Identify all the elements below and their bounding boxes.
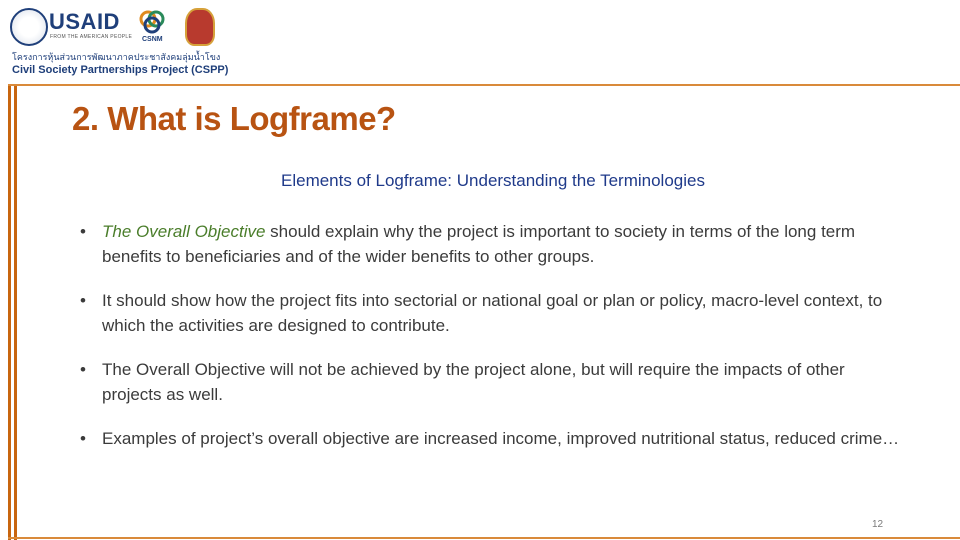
usaid-logo-text: USAID [49,9,120,34]
bullet-text: It should show how the project fits into sectorial or national goal or plan or policy, macro-level context, to which the activities are designed to contribute. [102,291,883,335]
thai-project-title: โครงการหุ้นส่วนการพัฒนาภาคประชาสังคมลุ่มน้ำโขง [12,52,221,62]
bullet-marker: • [80,429,86,448]
slide-subtitle: Elements of Logframe: Understanding the Terminologies [281,171,705,190]
bullet-marker: • [80,291,86,310]
project-name: Civil Society Partnerships Project (CSPP) [12,64,229,76]
usaid-tagline: FROM THE AMERICAN PEOPLE [50,34,133,40]
usaid-seal-icon [10,8,48,46]
bullet-item [74,288,904,338]
bullet-item [74,357,904,407]
frame-bottom-line [8,537,960,539]
frame-left-bar-inner [14,84,17,540]
csnm-logo-icon [138,9,166,35]
bullet-text: should explain why the project is important to society in terms of the long term benefits to beneficiaries and of the wider benefits to other groups. [102,222,856,266]
bullet-term: The Overall Objective [102,222,266,241]
bullet-text: The Overall Objective will not be achieved by the project alone, but will require the impacts of other projects as well. [102,360,845,404]
bullet-marker: • [80,360,86,379]
frame-top-line [8,84,960,86]
csnm-logo-text: CSNM [142,36,163,43]
bullet-marker: • [80,222,86,241]
bullet-item [74,219,904,269]
header-logos [8,6,229,80]
university-emblem-icon [185,8,215,46]
slide-title: 2. What is Logframe? [72,100,396,137]
page-number: 12 [872,519,884,530]
bullet-item [74,426,904,451]
frame-left-bar [8,84,11,540]
bullet-list [74,219,904,470]
bullet-text: Examples of project’s overall objective are increased income, improved nutritional status, reduced crime… [102,429,900,448]
